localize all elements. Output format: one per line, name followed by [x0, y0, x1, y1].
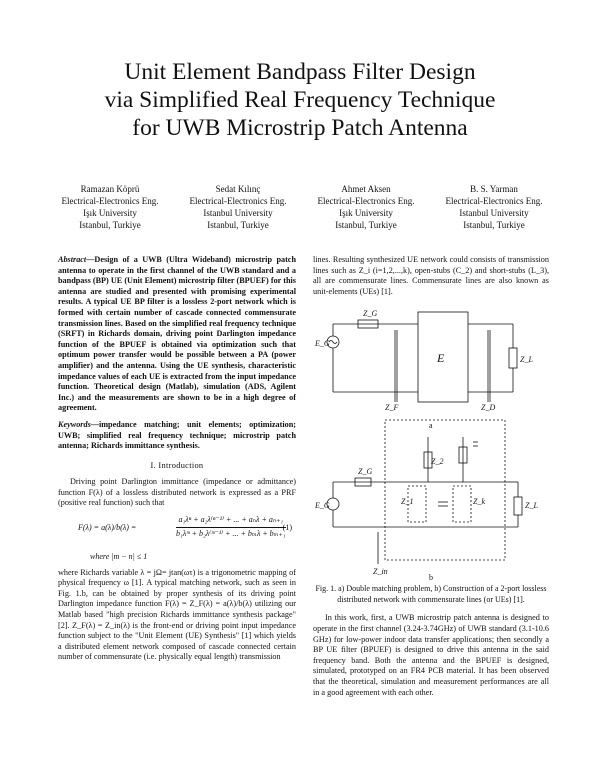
figure-1 — [313, 302, 549, 582]
author-dept: Electrical-Electronics Eng. — [445, 196, 543, 206]
title-line-2: via Simplified Real Frequency Technique — [104, 87, 496, 113]
label-zg-a: Z_G — [363, 309, 378, 319]
author-4 — [430, 183, 558, 231]
paper-title — [0, 58, 600, 142]
equation-numerator: a₁λⁿ + a₂λ⁽ⁿ⁻¹⁾ + ... + aₙλ + aₙ₊₁ — [178, 515, 284, 525]
label-eg-a: E_G — [315, 339, 330, 349]
label-zl-a: Z_L — [520, 355, 533, 365]
author-city: Istanbul, Turkiye — [207, 220, 269, 230]
abstract — [58, 255, 296, 414]
label-zf: Z_F — [385, 403, 399, 413]
author-2 — [174, 183, 302, 231]
label-zin: Z_in — [373, 567, 388, 577]
equation-1 — [58, 514, 296, 550]
author-name: B. S. Yarman — [470, 184, 518, 194]
abstract-label: Abstract — [58, 255, 87, 264]
label-eg-b: E_G — [315, 501, 330, 511]
right-paragraph-1: lines. Resulting synthesized UE network could consists of transmission lines such as Z_i (i=1,2,...,k), open-stubs (C_2) and short-stubs (L_3), all are commensurate lines. Commensurate lines are also known as unit-elements (UEs) [1]. — [313, 255, 549, 296]
author-dept: Electrical-Electronics Eng. — [189, 196, 287, 206]
author-city: Istanbul, Turkiye — [463, 220, 525, 230]
keywords — [58, 420, 296, 452]
author-univ: Işık University — [339, 208, 393, 218]
equation-fraction — [176, 515, 286, 539]
equation-number: (1) — [282, 523, 292, 533]
author-block — [46, 183, 558, 231]
figure-caption: Fig. 1. a) Double matching problem, b) Construction of a 2-port lossless distributed network with commensurate lines (or UEs) [1]. — [315, 584, 547, 604]
right-column — [313, 255, 549, 703]
keywords-text: —impedance matching; unit elements; optimization; UWB; simplified real frequency technique; microstrip patch antenna; Richards immittance synthesis. — [58, 419, 296, 451]
author-name: Ahmet Aksen — [341, 184, 391, 194]
author-dept: Electrical-Electronics Eng. — [317, 196, 415, 206]
label-zg-b: Z_G — [358, 467, 373, 477]
right-paragraph-2: In this work, first, a UWB microstrip patch antenna is designed to operate in the first channel (3.24-3.74GHz) of UWB standard (3.1-10.6 GHz) for low-power indoor data transfer applications; then secondly a BP UE filter (BPUEF) is designed to drive this antenna in the said frequency band. Both the antenna and the BPUEF is designed, simulated, prototyped on an FR4 PCB material. It has been observed that the theoretical, simulation and measurement performances are all in a good agreement with each other. — [313, 613, 549, 697]
author-univ: Istanbul University — [203, 208, 273, 218]
circuit-diagram — [313, 302, 549, 582]
label-zk: Z_k — [473, 497, 485, 507]
section-heading: I. Introduction — [150, 460, 204, 470]
author-name: Ramazan Köprü — [80, 184, 140, 194]
author-univ: Işık University — [83, 208, 137, 218]
equation-where: where |m − n| ≤ 1 — [90, 552, 148, 562]
equation-lhs: F(λ) = a(λ)/b(λ) = — [78, 523, 137, 533]
label-z1: Z_1 — [401, 497, 414, 507]
author-univ: Istanbul University — [459, 208, 529, 218]
author-1 — [46, 183, 174, 231]
label-z2: Z_2 — [431, 457, 444, 467]
author-city: Istanbul, Turkiye — [79, 220, 141, 230]
author-dept: Electrical-Electronics Eng. — [61, 196, 159, 206]
label-a: a — [429, 421, 433, 431]
author-name: Sedat Kılınç — [215, 184, 261, 194]
title-line-1: Unit Element Bandpass Filter Design — [124, 59, 476, 85]
label-e: E — [437, 351, 445, 366]
author-city: Istanbul, Turkiye — [335, 220, 397, 230]
intro-paragraph-1: Driving point Darlington immittance (impedance or admittance) function F(λ) of a lossless distributed network is expressed as a PRF (positive real function) such that — [58, 477, 296, 508]
left-column — [58, 255, 296, 668]
equation-denominator: b₁λᵐ + b₂λ⁽ᵐ⁻¹⁾ + ... + bₘλ + bₘ₊₁ — [176, 528, 286, 538]
title-line-3: for UWB Microstrip Patch Antenna — [132, 115, 468, 141]
label-b: b — [429, 573, 433, 583]
label-zl-b: Z_L — [525, 501, 538, 511]
keywords-label: Keywords — [58, 419, 91, 429]
intro-paragraph-2: where Richards variable λ = jΩ= jtan(ωτ) is a trigonometric mapping of physical frequency ω [1]. A typical matching network, such as seen in Fig. 1.b, can be obtained by proper synthesis of its driving point Darlington impedance function F(λ) = Z_F(λ) = a(λ)/b(λ) utilizing our Matlab based "high precision Richards immittance synthesis package" [2]. Z_F(λ) = Z_in(λ) is the front-end or driving point input impedance function subject to the "Unit Element (UE) Synthesis" [1] which yields a distributed element network composed of cascade connected certain number of commensurate (i.e. physically equal length) transmission — [58, 567, 296, 662]
author-3 — [302, 183, 430, 231]
abstract-text: —Design of a UWB (Ultra Wideband) microstrip patch antenna to operate in the first channel of the UWB standard and a bandpass (BP) UE (Unit Element) microstrip filter (BPUEF) for this antenna are studied and presented with promising experimental results. A typical UE BP filter is a lossless 2-port network which is formed with certain number of cascade connected commensurate transmission lines. Based on the simplified real frequency technique (SRFT) in Richards domain, driving point Darlington impedance function of the BPUEF is obtained via optimization such that optimum power transfer would be possible between a PA (power amplifier) and the antenna. Using the UE synthesis, characteristic impedance values of each UE is extracted from the input impedance function. Theoretical design (Matlab), simulation (ADS, Agilent Inc.) and the measurements are shown to be in a high degree of agreement. — [58, 255, 296, 413]
label-zd: Z_D — [481, 403, 496, 413]
